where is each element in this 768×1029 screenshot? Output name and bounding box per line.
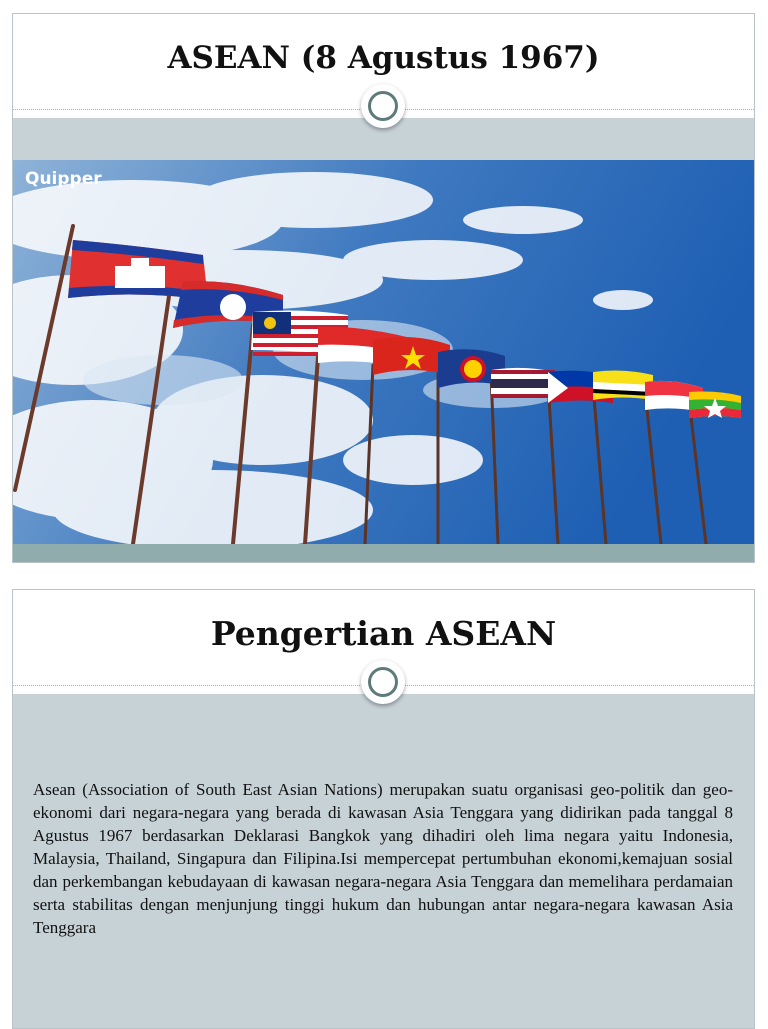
slide-asean-date — [12, 13, 755, 563]
quipper-watermark: Quipper — [25, 169, 102, 189]
slide-title: ASEAN (8 Agustus 1967) — [167, 40, 600, 76]
ring-ornament-icon — [361, 660, 405, 704]
slide-footer-bar — [13, 544, 754, 563]
slide-body-text: Asean (Association of South East Asian Nations) merupakan suatu organisasi geo-politik dan geo-ekonomi dari negara-negara yang berada di kawasan Asia Tenggara yang didirikan pada tanggal 8 Agustus 1967 berdasarkan Deklarasi Bangkok yang dihadiri oleh lima negara yaitu Indonesia, Malaysia, Thailand, Singapura dan Filipina.Isi mempercepat pertumbuhan ekonomi,kemajuan sosial dan perkembangan kebudayaan di kawasan negara-negara Asia Tenggara dan memelihara perdamaian serta stabilitas dengan menjunjung tinggi hukum dan hubungan antar negara-negara kawasan Asia Tenggara — [33, 780, 733, 937]
ring-ornament-icon — [361, 84, 405, 128]
slide-pengertian-asean — [12, 589, 755, 1029]
slide-title: Pengertian ASEAN — [210, 614, 557, 653]
asean-flags-photo — [13, 160, 755, 544]
